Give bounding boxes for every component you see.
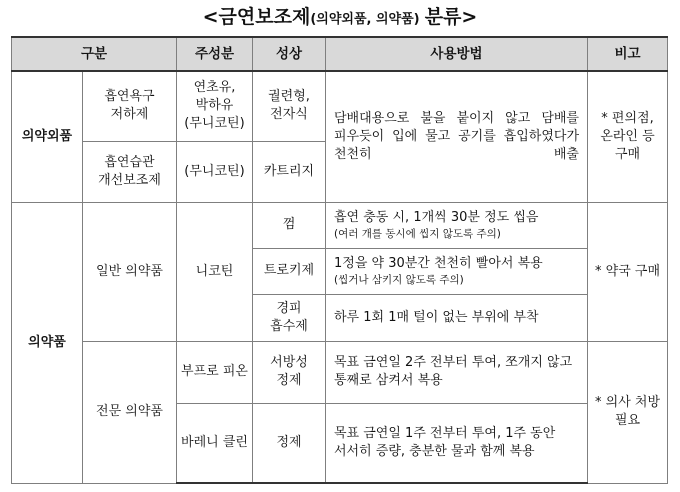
product-name: 일반 의약품 xyxy=(83,202,177,341)
category-drug: 의약품 xyxy=(12,202,83,483)
category-quasi-drug: 의약외품 xyxy=(12,71,83,202)
header-usage: 사용방법 xyxy=(326,37,588,71)
form: 궐련형, 전자식 xyxy=(253,71,326,141)
form: 트로키제 xyxy=(253,248,326,294)
usage-note: (씹거나 삼키지 않도록 주의) xyxy=(334,273,464,286)
form: 경피 흡수제 xyxy=(253,294,326,341)
title-suffix: 분류> xyxy=(424,6,478,28)
product-name: 흡연습관 개선보조제 xyxy=(83,141,177,202)
title-prefix: <금연보조제 xyxy=(202,6,311,28)
form: 껌 xyxy=(253,202,326,248)
header-ingredient: 주성분 xyxy=(177,37,253,71)
remark: * 의사 처방 필요 xyxy=(588,341,668,483)
usage xyxy=(326,248,588,294)
header-form: 성상 xyxy=(253,37,326,71)
form: 정제 xyxy=(253,403,326,483)
usage xyxy=(326,202,588,248)
ingredient: 니코틴 xyxy=(177,202,253,341)
title-sub: (의약외품, 의약품) xyxy=(310,12,420,27)
usage: 목표 금연일 1주 전부터 투여, 1주 동안 서서히 증량, 충분한 물과 함께 복용 xyxy=(326,403,588,483)
usage-note: (여러 개를 동시에 씹지 않도록 주의) xyxy=(334,227,501,240)
form: 카트리지 xyxy=(253,141,326,202)
classification-table xyxy=(11,36,668,484)
usage-text: 흡연 충동 시, 1개씩 30분 정도 씹음 xyxy=(334,209,539,225)
header-category: 구분 xyxy=(12,37,177,71)
ingredient: 부프로 피온 xyxy=(177,341,253,403)
product-name: 전문 의약품 xyxy=(83,341,177,483)
usage: 하루 1회 1매 털이 없는 부위에 부착 xyxy=(326,294,588,341)
remark: * 약국 구매 xyxy=(588,202,668,341)
form: 서방성 정제 xyxy=(253,341,326,403)
header-row xyxy=(12,37,668,71)
usage: 담배대용으로 불을 붙이지 않고 담배를 피우듯이 입에 물고 공기를 흡입하였다가 천천히 배출 xyxy=(326,71,588,202)
remark: * 편의점, 온라인 등 구매 xyxy=(588,71,668,202)
page-title xyxy=(0,2,680,32)
usage: 목표 금연일 2주 전부터 투여, 쪼개지 않고 통째로 삼켜서 복용 xyxy=(326,341,588,403)
table-row xyxy=(12,341,668,403)
usage-text: 1정을 약 30분간 천천히 빨아서 복용 xyxy=(334,255,543,271)
table-row xyxy=(12,71,668,141)
ingredient: 연초유, 박하유 (무니코틴) xyxy=(177,71,253,141)
header-remark: 비고 xyxy=(588,37,668,71)
ingredient: 바레니 클린 xyxy=(177,403,253,483)
product-name: 흡연욕구 저하제 xyxy=(83,71,177,141)
ingredient: (무니코틴) xyxy=(177,141,253,202)
table-row xyxy=(12,202,668,248)
